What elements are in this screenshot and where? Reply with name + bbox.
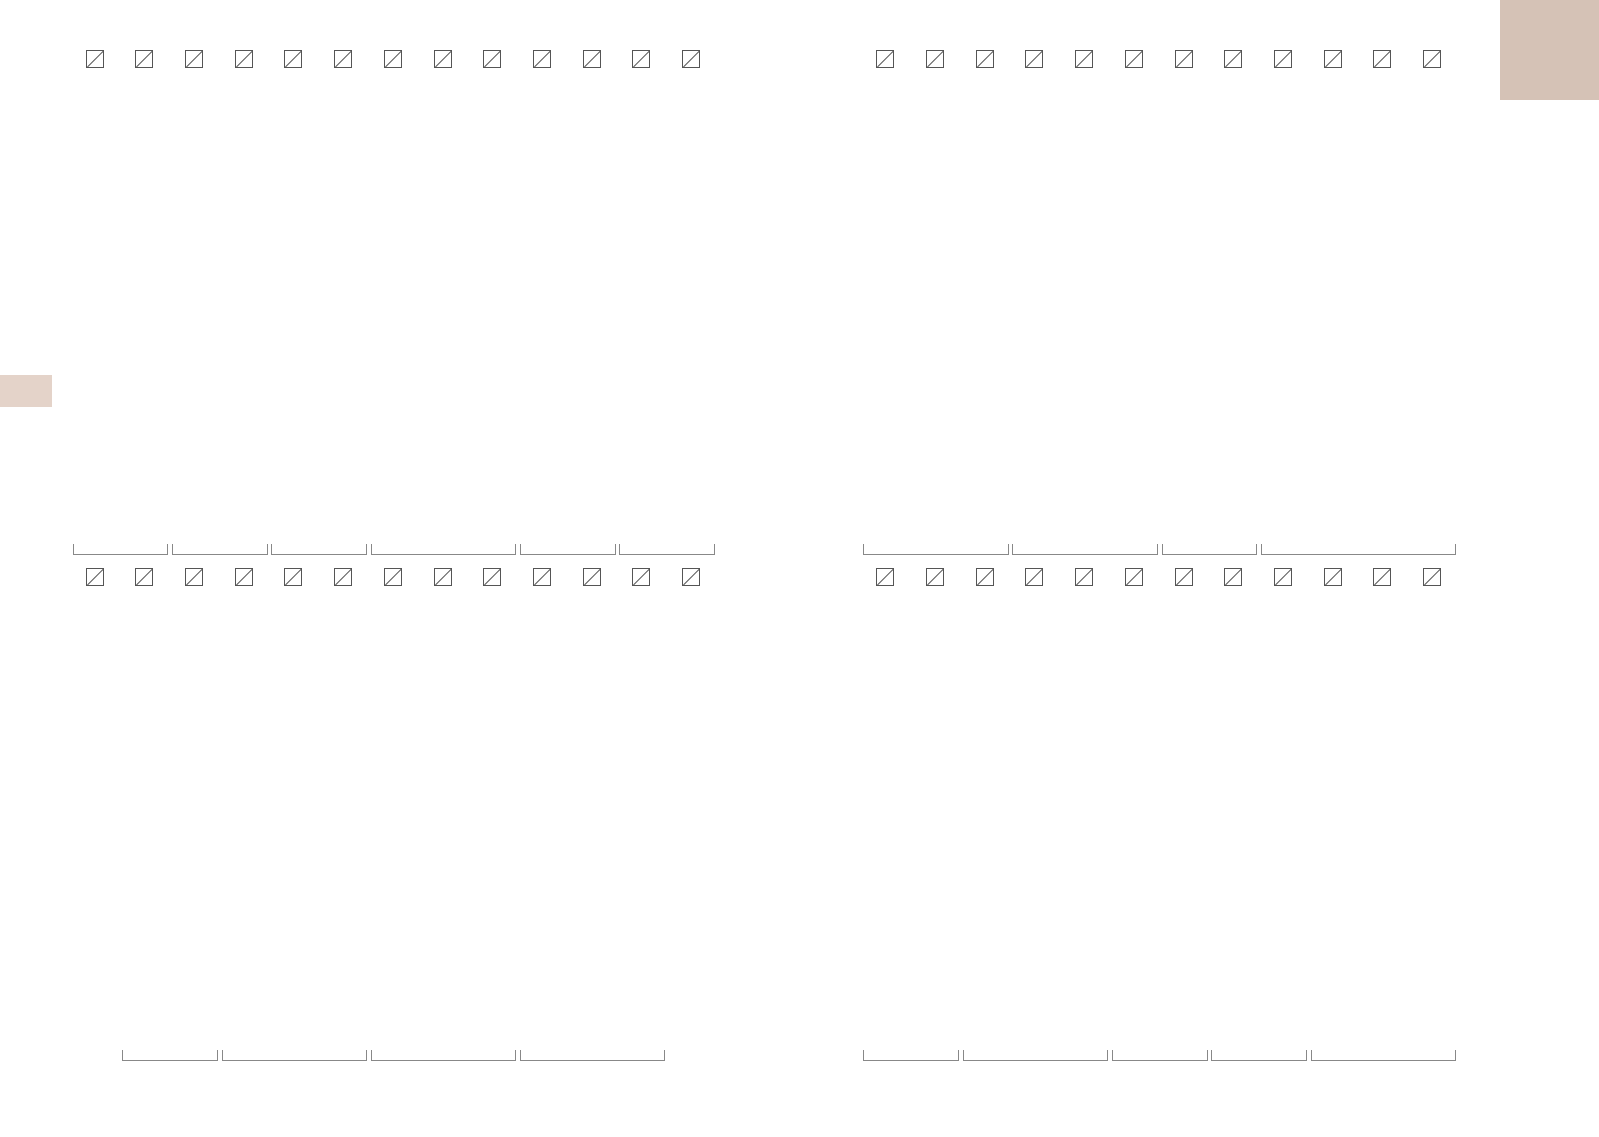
question-item [1159,568,1209,1058]
question-item [1208,568,1258,1058]
check-box[interactable] [533,568,551,586]
check-box[interactable] [1373,50,1391,68]
check-box[interactable] [135,568,153,586]
question-item [517,568,567,1058]
question-item [268,50,318,552]
question-item [368,568,418,1058]
answer-group-frame [371,1050,516,1061]
question-item [1308,568,1358,1058]
question-item [517,50,567,552]
question-item [616,568,666,1058]
answer-group-frame [520,1050,665,1061]
answer-group-frame [1311,1050,1456,1061]
question-item [1258,568,1308,1058]
answer-group-frame [1112,1050,1208,1061]
question-item [567,50,617,552]
question-item [567,568,617,1058]
question-item [960,568,1010,1058]
check-box[interactable] [876,50,894,68]
check-box[interactable] [533,50,551,68]
answer-group-frame [520,544,616,555]
answer-group-frame [1211,1050,1307,1061]
check-box[interactable] [86,568,104,586]
check-box[interactable] [976,568,994,586]
check-box[interactable] [1025,568,1043,586]
question-item [70,568,120,1058]
check-box[interactable] [1274,50,1292,68]
check-box[interactable] [682,568,700,586]
answer-group-frame [863,1050,959,1061]
check-box[interactable] [235,50,253,68]
check-box[interactable] [434,568,452,586]
question-item [666,50,716,552]
check-box[interactable] [1075,568,1093,586]
answer-group-frame [271,544,367,555]
check-box[interactable] [976,50,994,68]
answer-group-frame [1261,544,1456,555]
question-item [1308,50,1358,552]
question-item [1258,50,1308,552]
title-tab [1500,0,1599,100]
check-box[interactable] [876,568,894,586]
question-item [1059,50,1109,552]
check-box[interactable] [483,568,501,586]
check-box[interactable] [1175,568,1193,586]
check-box[interactable] [1423,568,1441,586]
question-item [368,50,418,552]
question-item [1208,50,1258,552]
check-box[interactable] [384,568,402,586]
question-item [219,568,269,1058]
check-box[interactable] [1373,568,1391,586]
check-box[interactable] [583,50,601,68]
question-item [169,50,219,552]
question-item [1407,568,1457,1058]
question-item [119,50,169,552]
check-box[interactable] [1075,50,1093,68]
answer-group-frame [863,544,1009,555]
check-box[interactable] [1175,50,1193,68]
check-box[interactable] [1224,50,1242,68]
check-box[interactable] [434,50,452,68]
answer-group-frame [371,544,516,555]
question-item [1059,568,1109,1058]
check-box[interactable] [926,50,944,68]
check-box[interactable] [632,50,650,68]
check-box[interactable] [1324,568,1342,586]
question-item [219,50,269,552]
check-box[interactable] [185,568,203,586]
check-box[interactable] [86,50,104,68]
answer-group-frame [619,544,715,555]
check-box[interactable] [632,568,650,586]
answer-group-frame [73,544,168,555]
question-item [169,568,219,1058]
check-box[interactable] [334,568,352,586]
question-item [666,568,716,1058]
question-item [1357,50,1407,552]
question-item [1159,50,1209,552]
question-item [1109,568,1159,1058]
check-box[interactable] [334,50,352,68]
question-item [268,568,318,1058]
check-box[interactable] [235,568,253,586]
question-item [418,50,468,552]
question-item [318,568,368,1058]
check-box[interactable] [583,568,601,586]
question-item [860,50,910,552]
check-box[interactable] [135,50,153,68]
check-box[interactable] [1224,568,1242,586]
check-box[interactable] [1274,568,1292,586]
question-item [318,50,368,552]
check-box[interactable] [1423,50,1441,68]
question-item [616,50,666,552]
check-box[interactable] [284,50,302,68]
question-item [1009,568,1059,1058]
answer-group-frame [222,1050,367,1061]
answer-group-frame [1012,544,1158,555]
answer-group-frame [1162,544,1257,555]
question-item [70,50,120,552]
check-box[interactable] [185,50,203,68]
side-tab [0,375,52,407]
check-box[interactable] [1125,568,1143,586]
check-box[interactable] [284,568,302,586]
question-item [910,50,960,552]
question-item [860,568,910,1058]
question-item [910,568,960,1058]
check-box[interactable] [1324,50,1342,68]
check-box[interactable] [1025,50,1043,68]
check-box[interactable] [384,50,402,68]
check-box[interactable] [1125,50,1143,68]
check-box[interactable] [682,50,700,68]
question-item [1357,568,1407,1058]
question-item [467,50,517,552]
question-item [1009,50,1059,552]
answer-group-frame [172,544,268,555]
question-item [1109,50,1159,552]
answer-group-frame [122,1050,218,1061]
question-item [960,50,1010,552]
check-box[interactable] [926,568,944,586]
question-item [467,568,517,1058]
answer-group-frame [963,1050,1108,1061]
question-item [1407,50,1457,552]
question-item [119,568,169,1058]
question-item [418,568,468,1058]
check-box[interactable] [483,50,501,68]
